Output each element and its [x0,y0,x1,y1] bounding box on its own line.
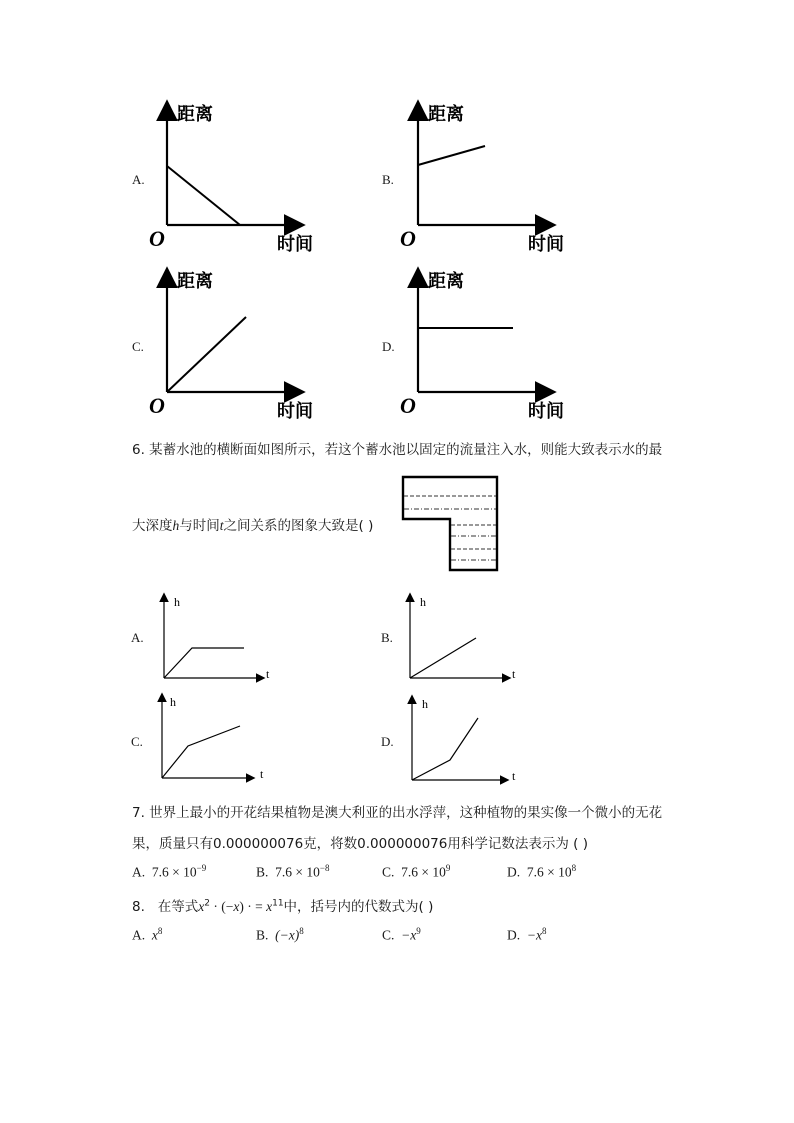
q6-option-b-label: B. [381,630,393,645]
q5-option-d-label: D. [382,339,395,354]
graph-line [167,166,240,225]
reservoir-diagram [400,474,502,574]
q5-option-c-label: C. [132,339,144,354]
y-axis-label: 距离 [428,271,464,292]
y-axis-label: h [420,595,426,609]
q8-option-a[interactable]: A. $x^8$ [132,926,163,943]
q8-option-c[interactable]: C. $-x^9$ [382,926,421,943]
x-axis-label: 时间 [528,234,564,255]
q7-option-b[interactable]: B. $7.6 \times 10^{-8}$ [256,863,330,880]
q6-graph-c [148,690,278,790]
q6-stem-line2: 大深度h与时间t之间关系的图象大致是( ) [132,518,374,534]
q5-graph-b [396,98,566,258]
reservoir-outline [403,477,497,570]
y-axis-label: h [174,595,180,609]
q8-option-d[interactable]: D. $-x^8$ [507,926,547,943]
q5-option-a-label: A. [132,172,145,187]
origin-label: O [400,393,416,418]
q5-graph-a [145,98,315,258]
graph-line [162,726,240,778]
q5-graph-d [396,265,566,425]
x-axis-label: t [260,767,264,781]
y-axis-label: h [422,697,428,711]
y-axis-label: 距离 [177,271,213,292]
x-axis-label: t [512,667,516,681]
q5-option-b-label: B. [382,172,394,187]
q6-graph-a [150,590,280,690]
x-axis-label: t [266,667,270,681]
q7-option-a[interactable]: A. $7.6 \times 10^{-9}$ [132,863,207,880]
q6-graph-d [398,692,528,792]
x-axis-label: 时间 [277,401,313,422]
q8-option-b[interactable]: B. $(-x)^8$ [256,926,304,943]
q5-graph-c [145,265,315,425]
graph-line [412,718,478,780]
q7-stem-line1: 7. 世界上最小的开花结果植物是澳大利亚的出水浮萍，这种植物的果实像一个微小的无花 [132,805,663,821]
q6-option-c-label: C. [131,734,143,749]
graph-line [167,317,246,392]
q8-stem: 8. 在等式$x^2 \cdot (-x)$ · = $x^{11}$中，括号内的代数式为( ) [132,898,434,915]
x-axis-label: t [512,769,516,783]
graph-line [410,638,476,678]
q7-option-c[interactable]: C. $7.6 \times 10^9$ [382,863,451,880]
q6-stem-line1: 6. 某蓄水池的横断面如图所示，若这个蓄水池以固定的流量注入水，则能大致表示水的最 [132,442,663,458]
y-axis-label: 距离 [177,104,213,125]
y-axis-label: 距离 [428,104,464,125]
graph-line [418,146,485,165]
q6-option-d-label: D. [381,734,394,749]
x-axis-label: 时间 [528,401,564,422]
x-axis-label: 时间 [277,234,313,255]
graph-line [164,648,244,678]
q7-option-d[interactable]: D. $7.6 \times 10^8$ [507,863,577,880]
q7-stem-line2: 果，质量只有0.000000076克，将数0.000000076用科学记数法表示为 ( ) [132,836,588,852]
origin-label: O [400,226,416,251]
y-axis-label: h [170,695,176,709]
origin-label: O [149,393,165,418]
q6-option-a-label: A. [131,630,144,645]
origin-label: O [149,226,165,251]
q6-graph-b [396,590,526,690]
